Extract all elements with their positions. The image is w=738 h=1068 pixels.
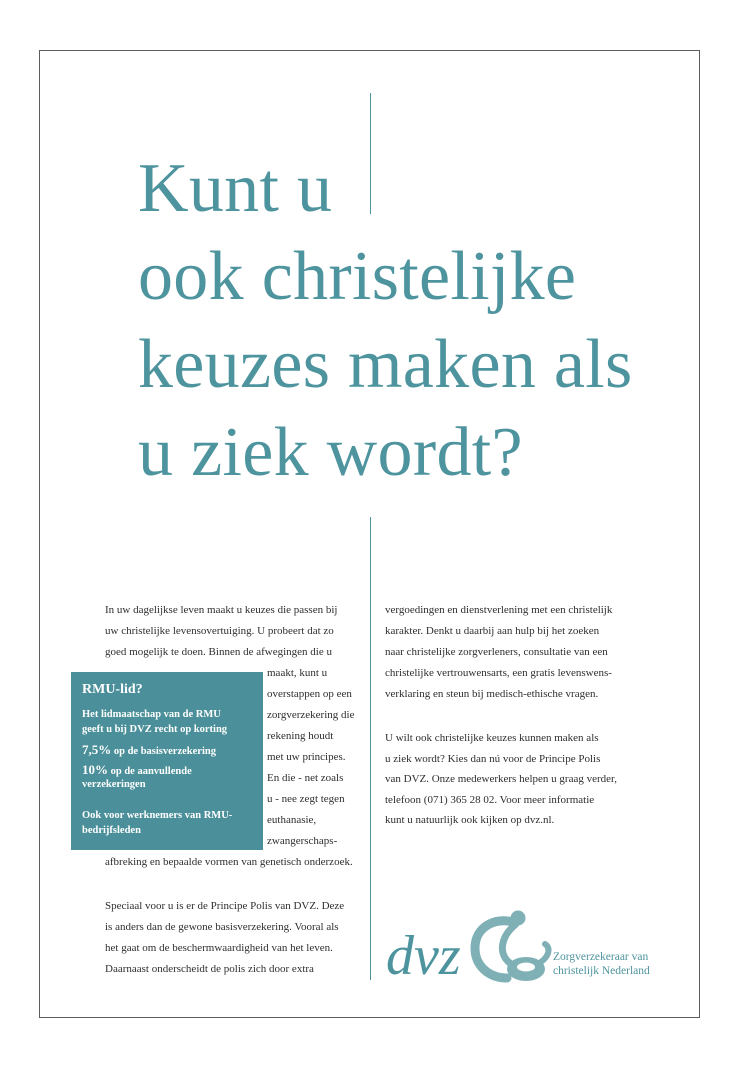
- dvz-wordmark: dvz: [386, 925, 461, 987]
- text-line: vergoedingen en dienstverlening met een christelijk: [385, 604, 613, 616]
- text-line: karakter. Denkt u daarbij aan hulp bij het zoeken: [385, 625, 600, 637]
- divider-line-bottom: [370, 517, 371, 980]
- text-line: naar christelijke zorgverleners, consultatie van een: [385, 646, 608, 658]
- headline-line: u ziek wordt?: [138, 414, 523, 491]
- text-line: goed mogelijk te doen. Binnen de afwegingen die u: [105, 646, 332, 658]
- text-line: van DVZ. Onze medewerkers helpen u graag verder,: [385, 773, 617, 786]
- text-line: verklaring en steun bij medisch-ethische vragen.: [385, 688, 599, 700]
- ampersand-mark-icon: [469, 908, 553, 984]
- discount-description: op de aanvullende: [108, 766, 192, 777]
- left-column-paragraph-2: [105, 896, 344, 980]
- text-line: telefoon (071) 365 28 02. Voor meer informatie: [385, 793, 595, 806]
- text-line: U wilt ook christelijke keuzes kunnen maken als: [385, 732, 599, 744]
- callout-intro-line: geeft u bij DVZ recht op korting: [82, 724, 228, 735]
- mark-inner-stroke: [502, 924, 516, 964]
- right-column-paragraph-1: [385, 600, 612, 705]
- callout-intro-line: Het lidmaatschap van de RMU: [82, 709, 221, 720]
- text-line: is anders dan de gewone basisverzekering. Vooral als: [105, 921, 339, 933]
- rmu-callout-box: [71, 672, 263, 850]
- callout-note-line: Ook voor werknemers van RMU-: [82, 810, 233, 821]
- text-line: Daarnaast onderscheidt de polis zich door extra: [105, 963, 314, 975]
- tagline-line: Zorgverzekeraar van: [553, 951, 649, 963]
- text-line: christelijke vertrouwensarts, een gratis levenswens-: [385, 667, 612, 679]
- text-line: afbreking en bepaalde vormen van genetisch onderzoek.: [105, 856, 353, 868]
- text-line: maakt, kunt u: [267, 667, 328, 679]
- callout-discount-supplementary: [82, 763, 192, 778]
- text-line: euthanasie,: [267, 814, 317, 826]
- callout-title: RMU-lid?: [82, 682, 143, 697]
- text-line: met uw principes.: [267, 751, 346, 763]
- callout-note-line: bedrijfsleden: [82, 825, 141, 836]
- mark-tail-curl: [541, 944, 548, 962]
- text-line: overstappen op een: [267, 688, 352, 700]
- mark-bowl-hollow: [517, 963, 535, 972]
- text-line: uw christelijke levensovertuiging. U probeert dat zo: [105, 625, 334, 637]
- headline-line: ook christelijke: [138, 238, 577, 315]
- mark-head: [511, 911, 526, 926]
- headline: [138, 145, 633, 497]
- text-line: u - nee zegt tegen: [267, 793, 345, 805]
- text-line: kunt u natuurlijk ook kijken op dvz.nl.: [385, 814, 555, 827]
- tagline-line: christelijk Nederland: [553, 965, 650, 977]
- text-line: zorgverzekering die: [267, 709, 355, 721]
- right-column-paragraph-2: [385, 728, 617, 831]
- callout-discount-basic: [82, 743, 216, 758]
- text-line: zwangerschaps-: [267, 835, 338, 847]
- discount-percentage: 7,5%: [82, 742, 112, 757]
- text-line: In uw dagelijkse leven maakt u keuzes die passen bij: [105, 604, 338, 616]
- logo-tagline: [553, 950, 650, 978]
- headline-line: Kunt u: [138, 150, 333, 227]
- headline-line: keuzes maken als: [138, 326, 633, 403]
- text-line: En die - net zoals: [267, 772, 344, 784]
- discount-description: op de basisverzekering: [111, 746, 216, 757]
- text-line: rekening houdt: [267, 730, 334, 742]
- text-line: het gaat om de beschermwaardigheid van het leven.: [105, 942, 333, 954]
- text-line: u ziek wordt? Kies dan nú voor de Principe Polis: [385, 752, 601, 765]
- discount-percentage: 10%: [82, 762, 108, 777]
- callout-discount-continuation: verzekeringen: [82, 779, 146, 790]
- text-line: Speciaal voor u is er de Principe Polis van DVZ. Deze: [105, 900, 345, 912]
